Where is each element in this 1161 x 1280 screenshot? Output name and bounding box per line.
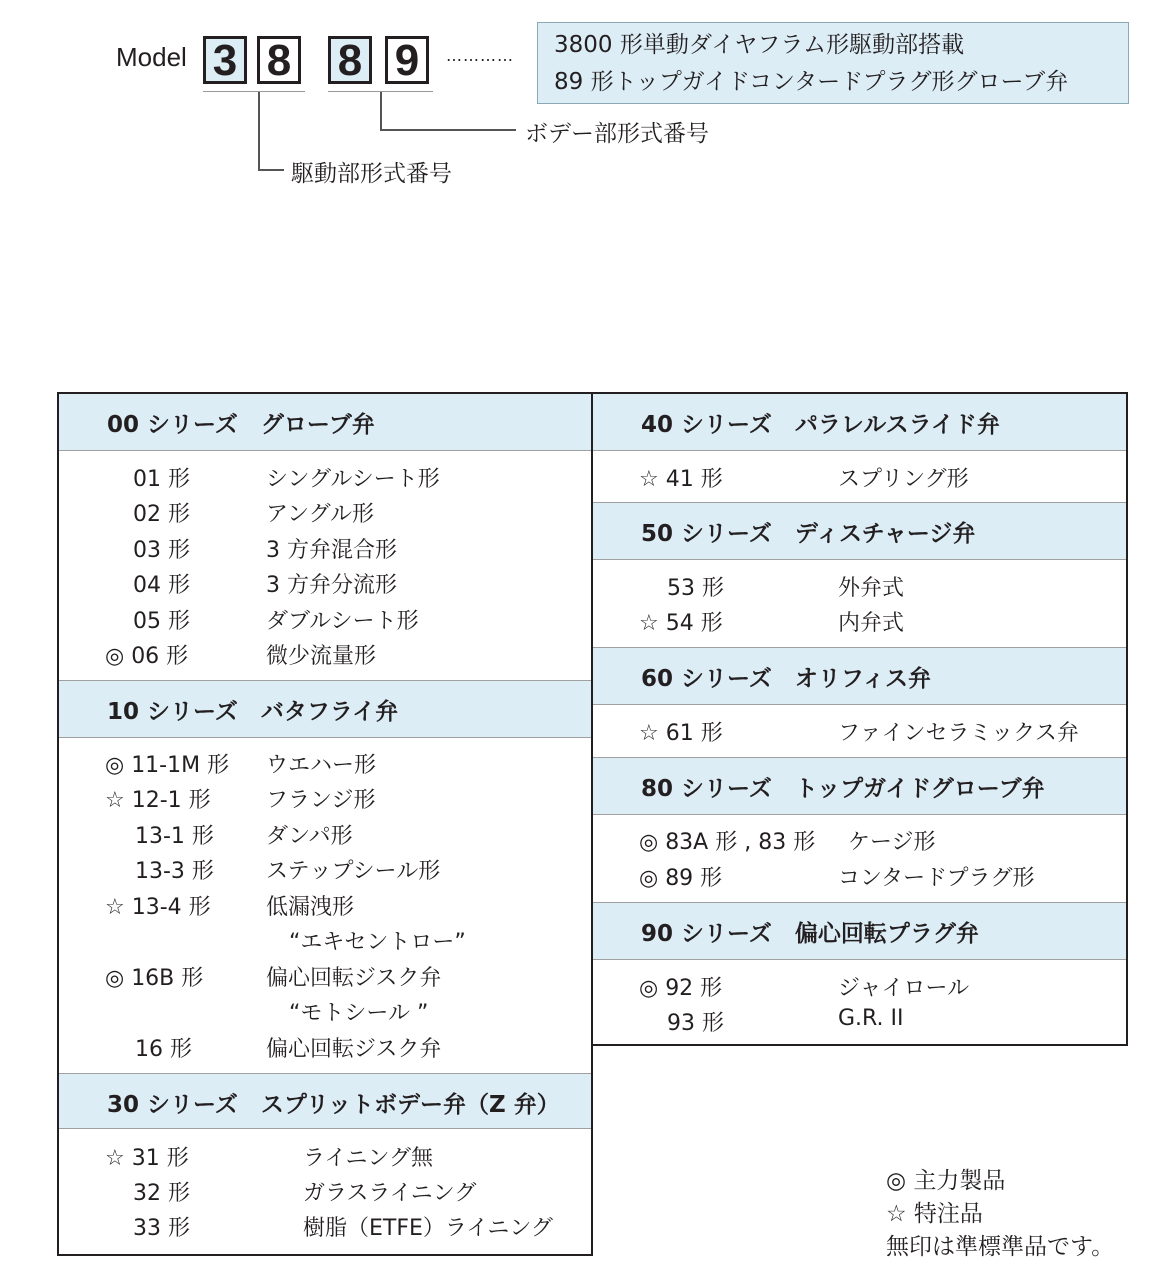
- actuator-type-label: 駆動部形式番号: [291, 161, 452, 187]
- digit-underline: [203, 91, 305, 92]
- series-table-left: [57, 392, 593, 1256]
- model-desc: アングル形: [266, 502, 375, 527]
- series-header-40: 40 シリーズ パラレルスライド弁: [593, 394, 1126, 451]
- series-header-10: 10 シリーズ バタフライ弁: [59, 680, 591, 738]
- connector-line: [380, 129, 516, 131]
- model-code: 13-3 形: [135, 859, 214, 884]
- model-callout: [537, 22, 1129, 104]
- model-desc: ガラスライニング: [303, 1181, 477, 1206]
- model-desc: シングルシート形: [266, 467, 440, 492]
- model-digit: 9: [385, 36, 429, 84]
- leader-dots: …………: [446, 46, 514, 65]
- model-desc: 低漏洩形: [266, 895, 355, 920]
- model-desc: ケージ形: [848, 830, 936, 855]
- model-desc: スプリング形: [838, 467, 969, 492]
- model-desc: 3 方弁分流形: [266, 573, 397, 598]
- model-code: 05 形: [133, 609, 190, 634]
- model-code: ☆ 12-1 形: [105, 788, 211, 813]
- model-code: 02 形: [133, 502, 190, 527]
- model-code: ◎ 16B 形: [105, 966, 204, 991]
- model-code: ◎ 11-1M 形: [105, 753, 230, 778]
- legend-special-order: ☆ 特注品: [886, 1201, 983, 1227]
- model-desc-cont: “エキセントロー”: [289, 930, 466, 955]
- model-desc: 微少流量形: [266, 644, 377, 669]
- connector-line: [258, 169, 284, 171]
- model-code: ◎ 92 形: [639, 976, 723, 1001]
- model-label: Model: [116, 42, 187, 72]
- model-desc: ダブルシート形: [266, 609, 419, 634]
- model-digit: 8: [257, 36, 301, 84]
- series-header-60: 60 シリーズ オリフィス弁: [593, 647, 1126, 705]
- model-code: 13-1 形: [135, 824, 214, 849]
- model-desc: 3 方弁混合形: [266, 538, 397, 563]
- callout-line: 3800 形単動ダイヤフラム形駆動部搭載: [554, 32, 965, 58]
- model-code: 32 形: [133, 1181, 190, 1206]
- model-code: 04 形: [133, 573, 190, 598]
- series-header-00: 00 シリーズ グローブ弁: [59, 394, 591, 451]
- model-desc: 偏心回転ジスク弁: [266, 966, 442, 991]
- model-code: ☆ 61 形: [639, 721, 723, 746]
- series-header-30: 30 シリーズ スプリットボデー弁（Z 弁）: [59, 1073, 591, 1129]
- model-desc: ステップシール形: [266, 859, 441, 884]
- model-desc-cont: “モトシール ”: [289, 1001, 429, 1026]
- model-desc: ウエハー形: [266, 753, 377, 778]
- model-desc: ライニング無: [303, 1146, 434, 1171]
- model-code: ◎ 06 形: [105, 644, 189, 669]
- model-desc: ジャイロール: [838, 976, 970, 1001]
- body-type-label: ボデー部形式番号: [525, 121, 709, 147]
- model-code: ☆ 54 形: [639, 611, 723, 636]
- model-desc: ファインセラミックス弁: [838, 721, 1079, 746]
- callout-line: 89 形トップガイドコンタードプラグ形グローブ弁: [554, 69, 1069, 95]
- model-code: 01 形: [133, 467, 190, 492]
- series-header-50: 50 シリーズ ディスチャージ弁: [593, 502, 1126, 560]
- series-table-right: [591, 392, 1128, 1046]
- model-desc: 内弁式: [838, 611, 905, 636]
- model-digit: 8: [328, 36, 372, 84]
- model-desc: G.R. II: [838, 1006, 904, 1031]
- model-desc: 外弁式: [838, 576, 905, 601]
- model-code: 93 形: [667, 1011, 724, 1036]
- connector-line: [258, 92, 260, 170]
- connector-line: [380, 92, 382, 130]
- model-desc: フランジ形: [266, 788, 376, 813]
- series-header-80: 80 シリーズ トップガイドグローブ弁: [593, 757, 1126, 815]
- model-code: ◎ 89 形: [639, 866, 723, 891]
- model-digit: 3: [203, 36, 247, 84]
- model-code: 03 形: [133, 538, 190, 563]
- model-code: 16 形: [135, 1037, 192, 1062]
- model-code: ☆ 41 形: [639, 467, 723, 492]
- model-code: ☆ 31 形: [105, 1146, 189, 1171]
- model-code: 53 形: [667, 576, 724, 601]
- legend-semi-standard: 無印は準標準品です。: [886, 1234, 1115, 1260]
- model-code: ◎ 83A 形 , 83 形: [639, 830, 816, 855]
- series-header-90: 90 シリーズ 偏心回転プラグ弁: [593, 902, 1126, 960]
- model-code: ☆ 13-4 形: [105, 895, 211, 920]
- model-desc: ダンパ形: [266, 824, 353, 849]
- model-code: 33 形: [133, 1216, 190, 1241]
- model-desc: 偏心回転ジスク弁: [266, 1037, 442, 1062]
- model-desc: コンタードプラグ形: [838, 866, 1035, 891]
- legend-main-product: ◎ 主力製品: [886, 1168, 1006, 1194]
- model-desc: 樹脂（ETFE）ライニング: [303, 1216, 553, 1241]
